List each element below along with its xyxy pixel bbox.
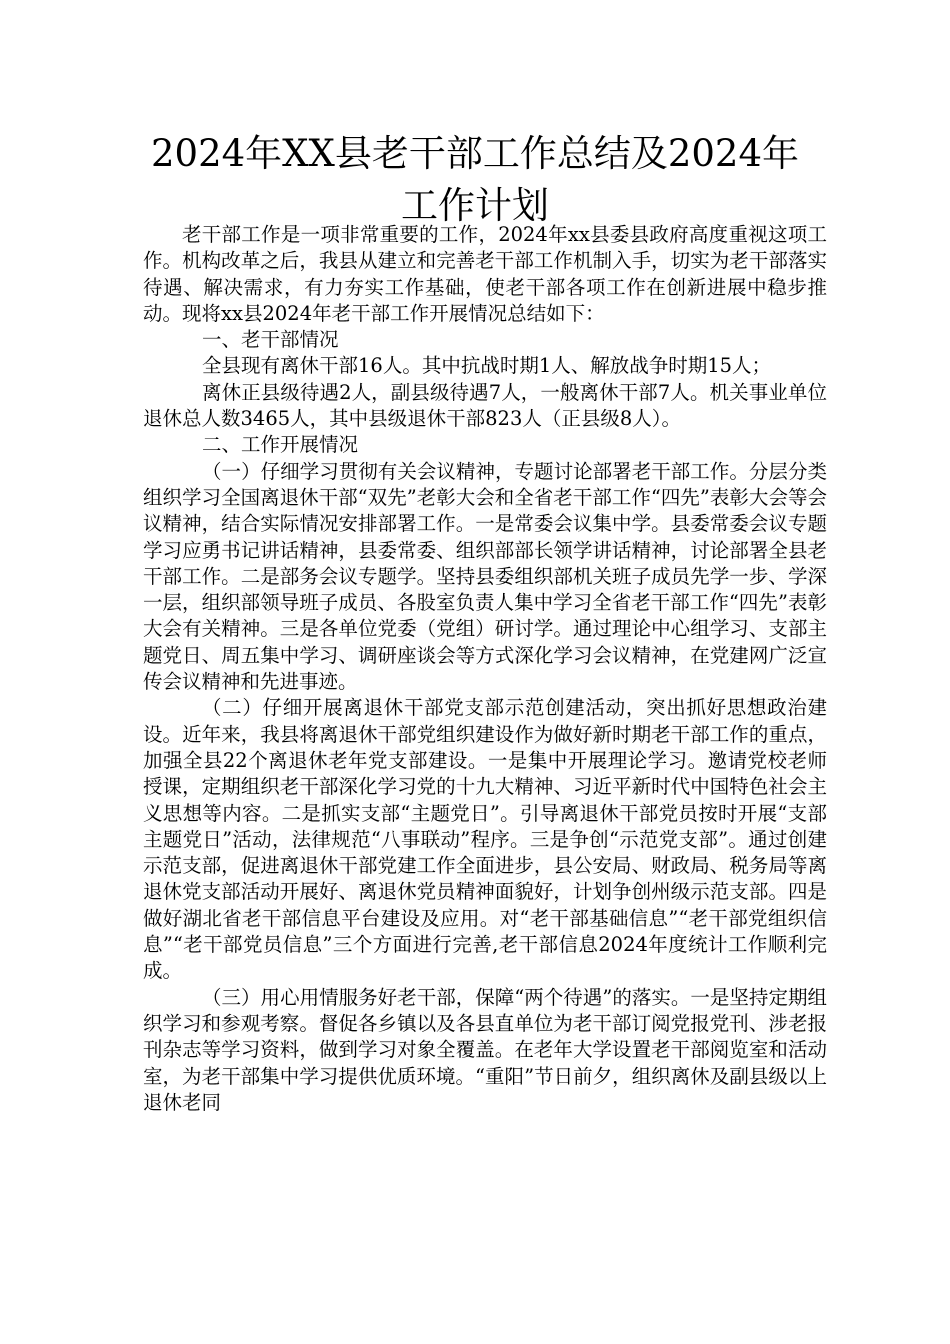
retired-detail-paragraph: 离休正县级待遇2人，副县级待遇7人，一般离休干部7人。机关事业单位退休总人数3465人，其中县级退休干部823人（正县级8人）。 <box>143 380 827 431</box>
work-item-2-paragraph: （二）仔细开展离退休干部党支部示范创建活动，突出抓好思想政治建设。近年来，我县将离退休干部党组织建设作为做好新时期老干部工作的重点，加强全县22个离退休老年党支部建设。一是集中开展理论学习。邀请党校老师授课，定期组织老干部深化学习党的十九大精神、习近平新时代中国特色社会主义思想等内容。二是抓实支部“主题党日”。引导离退休干部党员按时开展“支部主题党日”活动，法律规范“八事联动”程序。三是争创“示范党支部”。通过创建示范支部，促进离退休干部党建工作全面进步，县公安局、财政局、税务局等离退休党支部活动开展好、离退休党员精神面貌好，计划争创州级示范支部。四是做好湖北省老干部信息平台建设及应用。对“老干部基础信息”“老干部党组织信息”“老干部党员信息”三个方面进行完善,老干部信息2024年度统计工作顺利完成。 <box>143 696 827 983</box>
intro-paragraph: 老干部工作是一项非常重要的工作，2024年xx县委县政府高度重视这项工作。机构改革之后，我县从建立和完善老干部工作机制入手，切实为老干部落实待遇、解决需求，有力夯实工作基础，使老干部各项工作在创新进展中稳步推动。现将xx县2024年老干部工作开展情况总结如下： <box>143 223 827 325</box>
work-item-1-paragraph: （一）仔细学习贯彻有关会议精神，专题讨论部署老干部工作。分层分类组织学习全国离退休干部“双先”老彰大会和全省老干部工作“四先”表彰大会等会议精神，结合实际情况安排部署工作。一是常委会议集中学。县委常委会议专题学习应勇书记讲话精神，县委常委、组织部部长领学讲话精神，讨论部署全县老干部工作。二是部务会议专题学。坚持县委组织部机关班子成员先学一步、学深一层，组织部领导班子成员、各股室负责人集中学习全省老干部工作“四先”表彰大会有关精神。三是各单位党委（党组）研讨学。通过理论中心组学习、支部主题党日、周五集中学习、调研座谈会等方式深化学习会议精神，在党建网广泛宣传会议精神和先进事迹。 <box>143 459 827 694</box>
retired-count-paragraph: 全县现有离休干部16人。其中抗战时期1人、解放战争时期15人； <box>202 354 772 378</box>
section-heading-2: 二、工作开展情况 <box>202 433 359 457</box>
work-item-3-paragraph: （三）用心用情服务好老干部，保障“两个待遇”的落实。一是坚持定期组织学习和参观考察。督促各乡镇以及各县直单位为老干部订阅党报党刊、涉老报刊杂志等学习资料，做到学习对象全覆盖。在老年大学设置老干部阅览室和活动室，为老干部集中学习提供优质环境。“重阳”节日前夕，组织离休及副县级以上退休老同 <box>143 985 827 1114</box>
document-body <box>143 222 827 1116</box>
document-title: 2024年XX县老干部工作总结及2024年工作计划 <box>150 132 799 227</box>
section-heading-1: 一、老干部情况 <box>202 328 339 352</box>
